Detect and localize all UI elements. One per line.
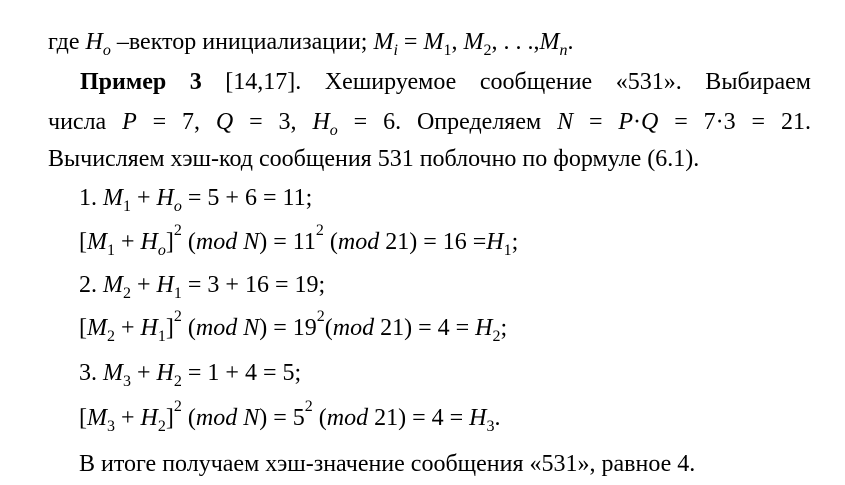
text-segment: = 6. Определяем xyxy=(337,109,558,135)
math-subscript: 3 xyxy=(486,418,495,435)
step-number: 3. xyxy=(79,360,103,386)
text-segment: ) = 11 xyxy=(259,229,316,255)
text-segment: Вычисляем хэш-код сообщения 531 поблочно по формуле (6.1). xyxy=(48,146,700,172)
math-var: mod N xyxy=(195,405,260,431)
math-var: H xyxy=(486,229,504,255)
math-subscript: 2 xyxy=(157,418,166,435)
math-subscript: 2 xyxy=(107,328,115,345)
definition-line xyxy=(48,29,574,59)
math-var: H xyxy=(140,315,158,341)
text-segment: [14,17]. Хешируемое сообщение «531». Выбираем xyxy=(201,69,811,95)
text-segment: ( xyxy=(181,405,196,431)
math-var: Q xyxy=(215,109,234,135)
text-segment: –вектор инициализации; xyxy=(110,29,374,55)
math-var: H xyxy=(140,405,158,431)
text-segment: = 1 + 4 = 5; xyxy=(181,360,302,386)
math-subscript: 1 xyxy=(157,328,166,345)
math-var: M xyxy=(423,29,444,55)
math-subscript: 2 xyxy=(173,373,182,390)
text-segment: [ xyxy=(79,405,87,431)
math-superscript: 2 xyxy=(304,398,313,415)
example-label: Пример 3 xyxy=(80,69,202,95)
text-segment: ( xyxy=(181,229,196,255)
text-segment: + xyxy=(115,405,141,431)
math-subscript: 1 xyxy=(443,42,452,59)
math-subscript: 1 xyxy=(123,198,131,215)
text-segment: + xyxy=(115,315,141,341)
text-segment: + xyxy=(131,360,157,386)
step-3-line xyxy=(79,360,302,390)
text-segment: ; xyxy=(500,315,508,341)
math-var: M xyxy=(87,229,107,255)
math-subscript: 1 xyxy=(107,242,115,259)
math-var: H xyxy=(469,405,487,431)
math-subscript: 2 xyxy=(483,42,492,59)
math-subscript: 3 xyxy=(123,373,131,390)
math-var: H xyxy=(156,360,174,386)
math-subscript: o xyxy=(102,42,111,59)
math-var: H xyxy=(312,109,330,135)
math-subscript: 2 xyxy=(492,328,501,345)
step-number: 1. xyxy=(79,185,103,211)
math-var: P xyxy=(618,109,634,135)
math-superscript: 2 xyxy=(173,222,182,239)
math-var: M xyxy=(103,360,123,386)
math-var: H xyxy=(156,185,174,211)
text-segment: + xyxy=(131,272,157,298)
step-1-line xyxy=(79,185,313,215)
text-segment: ) = 19 xyxy=(259,315,317,341)
compute-intro-line xyxy=(48,147,699,171)
math-var: M xyxy=(103,272,123,298)
text-segment: = xyxy=(397,29,424,55)
text-segment: = 7·3 = 21. xyxy=(658,109,811,135)
math-superscript: 2 xyxy=(316,308,325,325)
math-var: H xyxy=(85,29,103,55)
math-subscript: 1 xyxy=(173,285,182,302)
math-var: H xyxy=(140,229,158,255)
math-var: mod xyxy=(337,229,380,255)
text-segment: = 3 + 16 = 19; xyxy=(181,272,326,298)
math-var: Q xyxy=(641,109,659,135)
text-segment: ; xyxy=(511,229,519,255)
conclusion-line xyxy=(79,452,695,476)
text-segment: + xyxy=(131,185,157,211)
example-heading-line xyxy=(80,70,811,94)
parameters-line xyxy=(48,109,811,139)
text-segment: ( xyxy=(324,315,333,341)
math-subscript: i xyxy=(393,42,398,59)
text-segment: [ xyxy=(79,315,87,341)
text-segment: , xyxy=(451,29,464,55)
math-subscript: 3 xyxy=(107,418,115,435)
math-var: mod N xyxy=(195,229,260,255)
text-segment: 21) = 4 = xyxy=(368,405,470,431)
math-var: M xyxy=(463,29,484,55)
text-segment: , . . ., xyxy=(491,29,540,55)
text-segment: В итоге получаем хэш-значение сообщения «531», равное 4. xyxy=(79,451,696,477)
text-segment: ( xyxy=(181,315,196,341)
step-number: 2. xyxy=(79,272,103,298)
math-subscript: o xyxy=(157,242,166,259)
math-subscript: 1 xyxy=(503,242,512,259)
text-segment: = 5 + 6 = 11; xyxy=(181,185,313,211)
math-var: mod xyxy=(326,405,369,431)
math-var: mod xyxy=(332,315,375,341)
math-subscript: 2 xyxy=(123,285,131,302)
math-var: M xyxy=(373,29,394,55)
text-segment: = 3, xyxy=(233,109,313,135)
math-superscript: 2 xyxy=(173,398,182,415)
text-segment: . xyxy=(567,29,574,55)
math-var: mod N xyxy=(195,315,260,341)
text-segment: ( xyxy=(323,229,338,255)
text-segment: ( xyxy=(312,405,327,431)
formula-1-line xyxy=(79,222,519,259)
text-segment: 21) = 16 = xyxy=(379,229,487,255)
math-var: H xyxy=(475,315,493,341)
math-subscript: o xyxy=(173,198,182,215)
math-var: M xyxy=(87,315,107,341)
text-segment: где xyxy=(48,29,86,55)
math-var: M xyxy=(87,405,107,431)
text-segment: [ xyxy=(79,229,87,255)
math-var: P xyxy=(122,109,137,135)
math-superscript: 2 xyxy=(315,222,324,239)
text-segment: ] xyxy=(165,315,174,341)
text-segment: = xyxy=(573,109,619,135)
math-subscript: o xyxy=(329,122,338,139)
text-segment: ] xyxy=(165,229,174,255)
text-segment: числа xyxy=(48,109,123,135)
math-var: H xyxy=(156,272,174,298)
math-superscript: 2 xyxy=(173,308,182,325)
step-2-line xyxy=(79,272,326,302)
formula-2-line xyxy=(79,308,508,345)
math-var: M xyxy=(539,29,560,55)
text-segment: = 7, xyxy=(136,109,216,135)
text-segment: + xyxy=(115,229,141,255)
math-var: N xyxy=(557,109,574,135)
math-var: M xyxy=(103,185,123,211)
text-segment: ) = 5 xyxy=(259,405,305,431)
text-segment: ] xyxy=(165,405,174,431)
text-segment: 21) = 4 = xyxy=(374,315,476,341)
formula-3-line xyxy=(79,398,501,435)
text-segment: · xyxy=(633,109,642,135)
text-segment: . xyxy=(494,405,501,431)
math-subscript: n xyxy=(559,42,568,59)
